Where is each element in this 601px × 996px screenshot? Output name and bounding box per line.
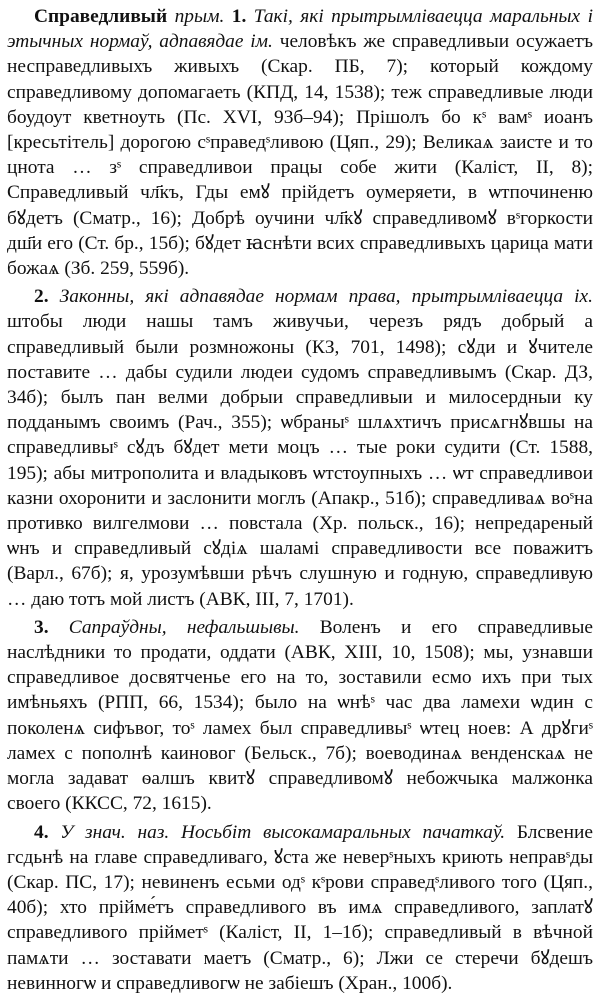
sense-citations: штобы люди нашы тамъ живучьи, черезъ рядъ добрый а справедливый были розмножоны (КЗ, 701, 1498); сꙋди и ꙋчителе поставите … дабы судили людеи судомъ справедливымъ (Скар. ДЗ, 34б); былъ пан велми добрыи справедливыи и милосердныи ку подданымъ своимъ (Рач., 355); ѡбраныˢ шлѧхтичъ присѧгнꙋвшы на справедливыˢ сꙋдъ бꙋдет мети моцъ … тые роки судити (Ст. 1588, 195); абы митрополита и владыковъ ѡтстоупныхъ … ѡт справедливои казни охоронити и заслонити моглъ (Апакр., 51б); справедливаѧ воˢна противко вилгелмови … повстала (Хр. польск., 16); непредареный ѡнъ и справедливый сꙋдіѧ шаламі справедливости все поважитъ (Варл., 67б); я, урозумѣвши рѣчъ слушную и годную, справедливую … даю тотъ мой листъ (АВК, III, 7, 1701). <box>7 311 593 610</box>
sense-definition: Сапраўдны, нефальшывы. <box>68 616 300 638</box>
sense-2 <box>7 284 593 612</box>
sense-number: 1. <box>231 6 247 27</box>
sense-number: 4. <box>34 821 49 843</box>
sense-number: 2. <box>34 286 49 308</box>
sense-3 <box>7 615 593 817</box>
sense-number: 3. <box>34 616 49 638</box>
sense-definition: У знач. наз. Носьбіт высокамаральных пачаткаў. <box>60 821 506 843</box>
sense-definition: Такі, які прытрымліваецца маральных і этычных нормаў, адпавядае ім. <box>7 6 593 53</box>
sense-citations: Воленъ и его справедливые наслѣдники то продати, оддати (АВК, XIII, 10, 1508); мы, узнавши справедливое досвятченье его на то, зоставили есмо ихъ при тых имѣньяхъ (РПП, 66, 1534); было на ѡнѣˢ час два ламехи ѡдин с поколенѧ сифъвог, тоˢ ламех был справедливыˢ ѡтец ноев: А дрꙋгиˢ ламех с пополнѣ каиновог (Бельск., 7б); воеводинаѧ венденскаѧ не могла задават ѳалшъ квитꙋ справедливомꙋ небожчыка малжонка своего (ККСС, 72, 1615). <box>7 616 593 815</box>
part-of-speech: прым. <box>174 6 225 27</box>
sense-citations: Блсвение гсдьнѣ на главе справедливаго, ꙋста же неверˢныхъ криють неправˢды (Скар. ПС, 17); невиненъ есьми одˢ кˢрови справедˢливого того (Цяп., 40б); хто прійме́тъ справедливого въ имѧ справедливого, заплатꙋ справедливого прійметˢ (Каліст, II, 1–1б); справедливый в вѣчной памѧти … зоставати маетъ (Сматр., 6); Лжи се стеречи бꙋдешъ невинногѡ и справедливогѡ не забіешъ (Хран., 100б). <box>7 821 593 994</box>
headword: Справедливый <box>34 6 168 27</box>
sense-1 <box>7 4 593 281</box>
sense-4 <box>7 820 593 996</box>
sense-citations: человѣкъ же справедливыи осужаетъ несправедливыхъ живыхъ (Скар. ПБ, 7); который кождому справедливому допомагаеть (КПД, 14, 1538); теж справедливые люди боудоут кветноуть (Пс. XVI, 93б–94); Прішолъ бо кˢ вамˢ иоанъ [кресьтітель] дорогою сˢправедˢливою (Цяп., 29); Великаѧ заисте и то цнота … зˢ справедливои працы собе жити (Каліст, II, 8); Справедливый чл҃къ, Гды емꙋ прійдетъ оумеряети, в ѡтпочиненю бꙋдетъ (Сматр., 16); Добрѣ оучини чл҃кꙋ справедливомꙋ вˢгоркости дш҃и его (Ст. бр., 15б); бꙋдет ꙗснѣти всих справедливыхъ царица мати божаѧ (Зб. 259, 559б). <box>7 31 593 280</box>
dictionary-entry <box>7 4 593 996</box>
sense-definition: Законны, які адпавядае нормам права, прытрымліваецца іх. <box>59 286 593 308</box>
